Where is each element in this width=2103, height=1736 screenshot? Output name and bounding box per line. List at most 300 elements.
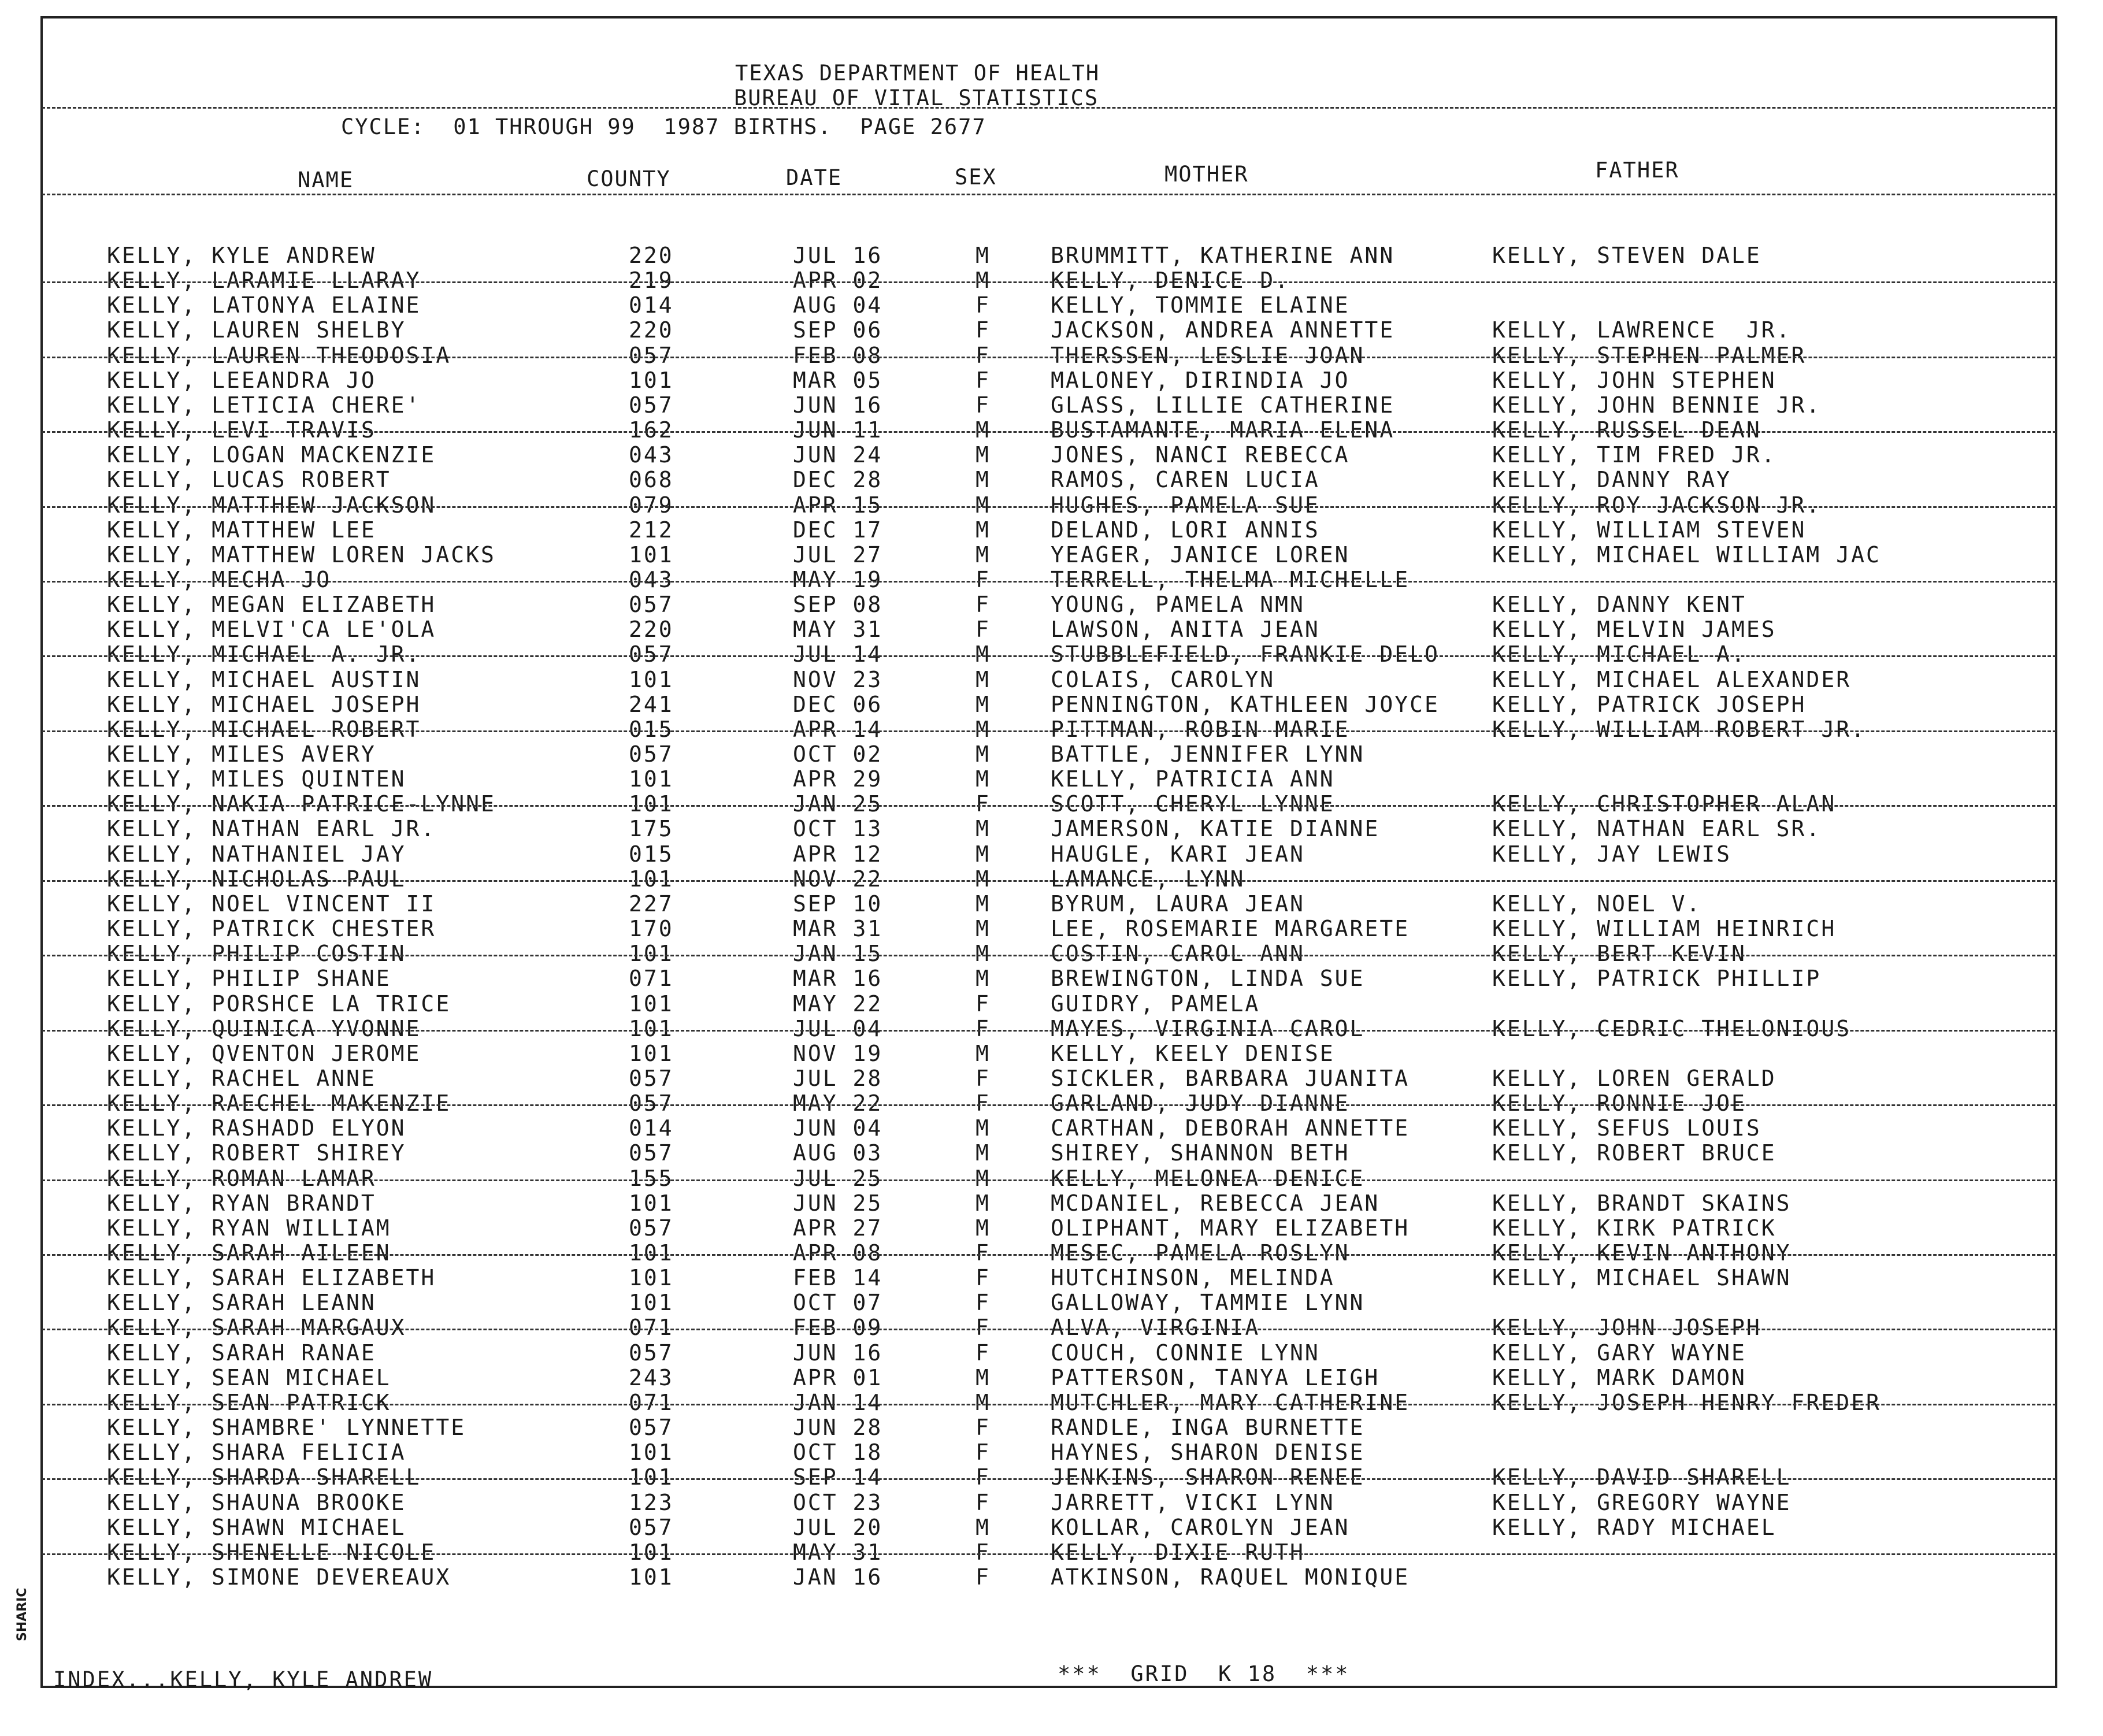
county-cell: 243	[629, 1365, 674, 1390]
father-cell: KELLY, PATRICK PHILLIP	[1492, 966, 1822, 991]
row-separator	[42, 955, 2056, 956]
name-cell: KELLY, MECHA JO	[107, 567, 332, 592]
date-cell: FEB 08	[793, 343, 883, 368]
mother-cell: JARRETT, VICKI LYNN	[1051, 1490, 1335, 1515]
date-cell: OCT 13	[793, 816, 883, 841]
mother-cell: RAMOS, CAREN LUCIA	[1051, 467, 1320, 492]
sex-cell: F	[976, 343, 991, 368]
name-cell: KELLY, LAUREN SHELBY	[107, 317, 406, 343]
name-cell: KELLY, LUCAS ROBERT	[107, 467, 391, 492]
mother-cell: YOUNG, PAMELA NMN	[1051, 592, 1305, 617]
county-cell: 101	[629, 1440, 674, 1465]
father-cell: KELLY, MELVIN JAMES	[1492, 617, 1776, 642]
mother-cell: HUGHES, PAMELA SUE	[1051, 492, 1320, 518]
county-cell: 057	[629, 1340, 674, 1366]
county-cell: 101	[629, 941, 674, 966]
date-cell: MAY 31	[793, 1540, 883, 1565]
table-row	[0, 841, 2103, 867]
table-row	[0, 392, 2103, 418]
table-row	[0, 741, 2103, 767]
date-cell: JUN 28	[793, 1415, 883, 1440]
name-cell: KELLY, SARAH MARGAUX	[107, 1315, 406, 1340]
table-row	[0, 592, 2103, 617]
table-row	[0, 1315, 2103, 1340]
date-cell: FEB 09	[793, 1315, 883, 1340]
father-cell: KELLY, MICHAEL A.	[1492, 641, 1746, 667]
name-cell: KELLY, LEVI TRAVIS	[107, 417, 376, 443]
county-cell: 101	[629, 368, 674, 393]
county-cell: 101	[629, 1564, 674, 1590]
column-header-date: DATE	[786, 165, 843, 190]
row-separator	[42, 281, 2056, 283]
mother-cell: TERRELL, THELMA MICHELLE	[1051, 567, 1410, 592]
father-cell: KELLY, JOHN BENNIE JR.	[1492, 392, 1822, 418]
name-cell: KELLY, SHAWN MICHAEL	[107, 1515, 406, 1540]
sex-cell: M	[976, 692, 991, 717]
date-cell: JUL 16	[793, 243, 883, 268]
mother-cell: BREWINGTON, LINDA SUE	[1051, 966, 1365, 991]
county-cell: 071	[629, 1390, 674, 1415]
sex-cell: M	[976, 1190, 991, 1216]
table-row	[0, 891, 2103, 917]
name-cell: KELLY, MILES QUINTEN	[107, 766, 406, 792]
date-cell: JAN 16	[793, 1564, 883, 1590]
mother-cell: HAUGLE, KARI JEAN	[1051, 841, 1305, 867]
county-cell: 101	[629, 542, 674, 567]
row-separator	[42, 357, 2056, 358]
name-cell: KELLY, SHARDA SHARELL	[107, 1464, 421, 1490]
mother-cell: ALVA, VIRGINIA	[1051, 1315, 1260, 1340]
date-cell: JUN 24	[793, 442, 883, 468]
county-cell: 057	[629, 1090, 674, 1116]
date-cell: JAN 14	[793, 1390, 883, 1415]
row-separator	[42, 581, 2056, 583]
mother-cell: COLAIS, CAROLYN	[1051, 667, 1275, 692]
column-header-county: COUNTY	[587, 166, 671, 191]
county-cell: 057	[629, 641, 674, 667]
mother-cell: MCDANIEL, REBECCA JEAN	[1051, 1190, 1380, 1216]
father-cell: KELLY, MICHAEL ALEXANDER	[1492, 667, 1852, 692]
mother-cell: MAYES, VIRGINIA CAROL	[1051, 1016, 1365, 1041]
county-cell: 101	[629, 1540, 674, 1565]
father-cell: KELLY, BRANDT SKAINS	[1492, 1190, 1792, 1216]
name-cell: KELLY, SHARA FELICIA	[107, 1440, 406, 1465]
county-cell: 057	[629, 1215, 674, 1241]
mother-cell: KELLY, PATRICIA ANN	[1051, 766, 1335, 792]
sex-cell: F	[976, 617, 991, 642]
table-row	[0, 368, 2103, 393]
sex-cell: M	[976, 467, 991, 492]
mother-cell: PITTMAN, ROBIN MARIE	[1051, 717, 1350, 742]
mother-cell: OLIPHANT, MARY ELIZABETH	[1051, 1215, 1410, 1241]
county-cell: 057	[629, 392, 674, 418]
sex-cell: F	[976, 292, 991, 318]
table-row	[0, 1041, 2103, 1066]
sex-cell: F	[976, 1440, 991, 1465]
name-cell: KELLY, NOEL VINCENT II	[107, 891, 436, 917]
mother-cell: LEE, ROSEMARIE MARGARETE	[1051, 916, 1410, 941]
father-cell: KELLY, WILLIAM STEVEN	[1492, 517, 1807, 543]
header-bureau: BUREAU OF VITAL STATISTICS	[734, 86, 1099, 110]
date-cell: MAR 31	[793, 916, 883, 941]
name-cell: KELLY, RYAN WILLIAM	[107, 1215, 391, 1241]
name-cell: KELLY, LATONYA ELAINE	[107, 292, 421, 318]
date-cell: JUL 28	[793, 1066, 883, 1091]
county-cell: 101	[629, 1240, 674, 1266]
date-cell: APR 14	[793, 717, 883, 742]
name-cell: KELLY, QVENTON JEROME	[107, 1041, 421, 1066]
county-cell: 071	[629, 1315, 674, 1340]
sex-cell: F	[976, 1265, 991, 1290]
county-cell: 101	[629, 791, 674, 817]
mother-cell: JONES, NANCI REBECCA	[1051, 442, 1350, 468]
name-cell: KELLY, NATHANIEL JAY	[107, 841, 406, 867]
sex-cell: M	[976, 492, 991, 518]
mother-cell: JAMERSON, KATIE DIANNE	[1051, 816, 1380, 841]
sex-cell: F	[976, 1290, 991, 1315]
header-cycle: CYCLE: 01 THROUGH 99 1987 BIRTHS. PAGE 2677	[341, 114, 986, 139]
county-cell: 014	[629, 292, 674, 318]
father-cell: KELLY, CHRISTOPHER ALAN	[1492, 791, 1837, 817]
name-cell: KELLY, SIMONE DEVEREAUX	[107, 1564, 451, 1590]
name-cell: KELLY, SHENELLE NICOLE	[107, 1540, 436, 1565]
name-cell: KELLY, LAUREN THEODOSIA	[107, 343, 451, 368]
father-cell: KELLY, RONNIE JOE	[1492, 1090, 1746, 1116]
row-separator	[42, 655, 2056, 657]
name-cell: KELLY, MICHAEL JOSEPH	[107, 692, 421, 717]
date-cell: APR 29	[793, 766, 883, 792]
mother-cell: JACKSON, ANDREA ANNETTE	[1051, 317, 1395, 343]
father-cell: KELLY, LOREN GERALD	[1492, 1066, 1776, 1091]
father-cell: KELLY, ROBERT BRUCE	[1492, 1140, 1776, 1166]
table-row	[0, 991, 2103, 1017]
date-cell: APR 12	[793, 841, 883, 867]
father-cell: KELLY, ROY JACKSON JR.	[1492, 492, 1822, 518]
county-cell: 057	[629, 592, 674, 617]
date-cell: JUL 25	[793, 1166, 883, 1191]
county-cell: 057	[629, 741, 674, 767]
father-cell: KELLY, RUSSEL DEAN	[1492, 417, 1761, 443]
county-cell: 079	[629, 492, 674, 518]
table-row	[0, 317, 2103, 343]
table-row	[0, 1140, 2103, 1166]
table-row	[0, 268, 2103, 293]
table-row	[0, 442, 2103, 468]
table-row	[0, 667, 2103, 692]
county-cell: 101	[629, 667, 674, 692]
table-row	[0, 1090, 2103, 1116]
mother-cell: COSTIN, CAROL ANN	[1051, 941, 1305, 966]
date-cell: OCT 23	[793, 1490, 883, 1515]
name-cell: KELLY, ROMAN LAMAR	[107, 1166, 376, 1191]
county-cell: 155	[629, 1166, 674, 1191]
date-cell: MAY 22	[793, 991, 883, 1017]
sex-cell: F	[976, 592, 991, 617]
date-cell: NOV 23	[793, 667, 883, 692]
sex-cell: M	[976, 841, 991, 867]
father-cell: KELLY, MARK DAMON	[1492, 1365, 1746, 1390]
father-cell: KELLY, JOSEPH HENRY FREDER	[1492, 1390, 1881, 1415]
row-separator	[42, 880, 2056, 882]
name-cell: KELLY, RACHEL ANNE	[107, 1066, 376, 1091]
date-cell: NOV 22	[793, 866, 883, 892]
row-separator	[42, 431, 2056, 433]
date-cell: MAR 16	[793, 966, 883, 991]
table-row	[0, 1515, 2103, 1540]
name-cell: KELLY, MEGAN ELIZABETH	[107, 592, 436, 617]
date-cell: SEP 08	[793, 592, 883, 617]
county-cell: 071	[629, 966, 674, 991]
sex-cell: M	[976, 717, 991, 742]
column-header-mother: MOTHER	[1164, 162, 1249, 187]
date-cell: SEP 10	[793, 891, 883, 917]
sex-cell: F	[976, 791, 991, 817]
table-row	[0, 1166, 2103, 1191]
mother-cell: JENKINS, SHARON RENEE	[1051, 1464, 1365, 1490]
sex-cell: M	[976, 1390, 991, 1415]
name-cell: KELLY, SHAMBRE' LYNNETTE	[107, 1415, 466, 1440]
table-row	[0, 243, 2103, 268]
name-cell: KELLY, QUINICA YVONNE	[107, 1016, 421, 1041]
table-row	[0, 1265, 2103, 1290]
county-cell: 175	[629, 816, 674, 841]
mother-cell: YEAGER, JANICE LOREN	[1051, 542, 1350, 567]
date-cell: MAR 05	[793, 368, 883, 393]
sex-cell: M	[976, 641, 991, 667]
mother-cell: SHIREY, SHANNON BETH	[1051, 1140, 1350, 1166]
father-cell: KELLY, NATHAN EARL SR.	[1492, 816, 1822, 841]
father-cell: KELLY, SEFUS LOUIS	[1492, 1115, 1761, 1141]
sex-cell: M	[976, 517, 991, 543]
mother-cell: BYRUM, LAURA JEAN	[1051, 891, 1305, 917]
mother-cell: RANDLE, INGA BURNETTE	[1051, 1415, 1365, 1440]
sex-cell: F	[976, 1464, 991, 1490]
sex-cell: F	[976, 1564, 991, 1590]
table-row	[0, 692, 2103, 717]
sex-cell: M	[976, 1515, 991, 1540]
county-cell: 101	[629, 1190, 674, 1216]
date-cell: JUL 14	[793, 641, 883, 667]
mother-cell: SCOTT, CHERYL LYNNE	[1051, 791, 1335, 817]
sex-cell: M	[976, 1140, 991, 1166]
table-row	[0, 1415, 2103, 1440]
name-cell: KELLY, NICHOLAS PAUL	[107, 866, 406, 892]
mother-cell: HUTCHINSON, MELINDA	[1051, 1265, 1335, 1290]
date-cell: DEC 17	[793, 517, 883, 543]
name-cell: KELLY, MILES AVERY	[107, 741, 376, 767]
sex-cell: M	[976, 1215, 991, 1241]
table-row	[0, 1290, 2103, 1315]
index-label: INDEX...KELLY, KYLE ANDREW	[53, 1667, 433, 1692]
row-separator	[42, 1179, 2056, 1181]
sex-cell: F	[976, 1240, 991, 1266]
date-cell: JAN 15	[793, 941, 883, 966]
father-cell: KELLY, RADY MICHAEL	[1492, 1515, 1776, 1540]
sex-cell: M	[976, 891, 991, 917]
mother-cell: MESEC, PAMELA ROSLYN	[1051, 1240, 1350, 1266]
sex-cell: M	[976, 542, 991, 567]
father-cell: KELLY, MICHAEL SHAWN	[1492, 1265, 1792, 1290]
table-row	[0, 467, 2103, 492]
county-cell: 241	[629, 692, 674, 717]
table-row	[0, 1464, 2103, 1490]
date-cell: OCT 07	[793, 1290, 883, 1315]
table-row	[0, 1190, 2103, 1216]
date-cell: JUL 27	[793, 542, 883, 567]
name-cell: KELLY, MICHAEL AUSTIN	[107, 667, 421, 692]
date-cell: JUL 20	[793, 1515, 883, 1540]
date-cell: APR 15	[793, 492, 883, 518]
mother-cell: GALLOWAY, TAMMIE LYNN	[1051, 1290, 1365, 1315]
date-cell: APR 01	[793, 1365, 883, 1390]
column-header-sex: SEX	[955, 165, 997, 190]
name-cell: KELLY, MATTHEW LEE	[107, 517, 376, 543]
sex-cell: M	[976, 243, 991, 268]
county-cell: 057	[629, 1415, 674, 1440]
county-cell: 057	[629, 1140, 674, 1166]
name-cell: KELLY, MELVI'CA LE'OLA	[107, 617, 436, 642]
name-cell: KELLY, SARAH RANAE	[107, 1340, 376, 1366]
side-label: SHARIC	[15, 1587, 29, 1641]
date-cell: JUN 25	[793, 1190, 883, 1216]
county-cell: 101	[629, 766, 674, 792]
county-cell: 227	[629, 891, 674, 917]
name-cell: KELLY, MATTHEW LOREN JACKS	[107, 542, 496, 567]
father-cell: KELLY, STEVEN DALE	[1492, 243, 1761, 268]
county-cell: 123	[629, 1490, 674, 1515]
county-cell: 101	[629, 1016, 674, 1041]
row-separator	[42, 1404, 2056, 1405]
table-row	[0, 641, 2103, 667]
name-cell: KELLY, RASHADD ELYON	[107, 1115, 406, 1141]
row-separator	[42, 1553, 2056, 1555]
name-cell: KELLY, PATRICK CHESTER	[107, 916, 436, 941]
name-cell: KELLY, LARAMIE LLARAY	[107, 268, 421, 293]
row-separator	[42, 1329, 2056, 1330]
mother-cell: GLASS, LILLIE CATHERINE	[1051, 392, 1395, 418]
father-cell: KELLY, CEDRIC THELONIOUS	[1492, 1016, 1852, 1041]
date-cell: APR 27	[793, 1215, 883, 1241]
table-row	[0, 1365, 2103, 1390]
header-rule-top	[42, 107, 2056, 109]
mother-cell: DELAND, LORI ANNIS	[1051, 517, 1320, 543]
father-cell: KELLY, TIM FRED JR.	[1492, 442, 1776, 468]
row-separator	[42, 1104, 2056, 1106]
table-row	[0, 417, 2103, 443]
father-cell: KELLY, PATRICK JOSEPH	[1492, 692, 1807, 717]
row-separator	[42, 1254, 2056, 1256]
mother-cell: BUSTAMANTE, MARIA ELENA	[1051, 417, 1395, 443]
table-row	[0, 567, 2103, 592]
name-cell: KELLY, PHILIP COSTIN	[107, 941, 406, 966]
father-cell: KELLY, GARY WAYNE	[1492, 1340, 1746, 1366]
sex-cell: F	[976, 317, 991, 343]
sex-cell: M	[976, 1365, 991, 1390]
table-row	[0, 866, 2103, 892]
mother-cell: PENNINGTON, KATHLEEN JOYCE	[1051, 692, 1440, 717]
county-cell: 170	[629, 916, 674, 941]
date-cell: FEB 14	[793, 1265, 883, 1290]
name-cell: KELLY, SEAN MICHAEL	[107, 1365, 391, 1390]
name-cell: KELLY, RYAN BRANDT	[107, 1190, 376, 1216]
header-rule-bottom	[42, 194, 2056, 195]
name-cell: KELLY, PHILIP SHANE	[107, 966, 391, 991]
date-cell: MAY 22	[793, 1090, 883, 1116]
table-row	[0, 717, 2103, 742]
father-cell: KELLY, WILLIAM ROBERT JR.	[1492, 717, 1866, 742]
father-cell: KELLY, KEVIN ANTHONY	[1492, 1240, 1792, 1266]
date-cell: MAY 19	[793, 567, 883, 592]
father-cell: KELLY, GREGORY WAYNE	[1492, 1490, 1792, 1515]
table-row	[0, 766, 2103, 792]
name-cell: KELLY, RAECHEL MAKENZIE	[107, 1090, 451, 1116]
sex-cell: M	[976, 916, 991, 941]
mother-cell: ATKINSON, RAQUEL MONIQUE	[1051, 1564, 1410, 1590]
mother-cell: MUTCHLER, MARY CATHERINE	[1051, 1390, 1410, 1415]
table-row	[0, 916, 2103, 941]
grid-label: *** GRID K 18 ***	[1058, 1661, 1350, 1686]
table-row	[0, 1016, 2103, 1041]
sex-cell: F	[976, 1315, 991, 1340]
row-separator	[42, 1478, 2056, 1480]
name-cell: KELLY, LEEANDRA JO	[107, 368, 376, 393]
sex-cell: F	[976, 1066, 991, 1091]
date-cell: AUG 03	[793, 1140, 883, 1166]
table-row	[0, 1066, 2103, 1091]
father-cell: KELLY, NOEL V.	[1492, 891, 1702, 917]
table-row	[0, 542, 2103, 567]
county-cell: 015	[629, 841, 674, 867]
mother-cell: SICKLER, BARBARA JUANITA	[1051, 1066, 1410, 1091]
sex-cell: M	[976, 417, 991, 443]
county-cell: 219	[629, 268, 674, 293]
county-cell: 212	[629, 517, 674, 543]
column-header-father: FATHER	[1595, 158, 1679, 183]
mother-cell: STUBBLEFIELD, FRANKIE DELO	[1051, 641, 1440, 667]
date-cell: AUG 04	[793, 292, 883, 318]
county-cell: 162	[629, 417, 674, 443]
sex-cell: F	[976, 1490, 991, 1515]
name-cell: KELLY, KYLE ANDREW	[107, 243, 376, 268]
date-cell: OCT 02	[793, 741, 883, 767]
sex-cell: M	[976, 941, 991, 966]
county-cell: 101	[629, 1041, 674, 1066]
sex-cell: F	[976, 1340, 991, 1366]
mother-cell: LAWSON, ANITA JEAN	[1051, 617, 1320, 642]
father-cell: KELLY, KIRK PATRICK	[1492, 1215, 1776, 1241]
mother-cell: GUIDRY, PAMELA	[1051, 991, 1260, 1017]
name-cell: KELLY, SARAH LEANN	[107, 1290, 376, 1315]
date-cell: SEP 06	[793, 317, 883, 343]
column-header-name: NAME	[298, 168, 354, 192]
father-cell: KELLY, JOHN JOSEPH	[1492, 1315, 1761, 1340]
sex-cell: M	[976, 766, 991, 792]
name-cell: KELLY, SARAH ELIZABETH	[107, 1265, 436, 1290]
father-cell: KELLY, DANNY KENT	[1492, 592, 1746, 617]
date-cell: MAY 31	[793, 617, 883, 642]
sex-cell: F	[976, 1540, 991, 1565]
mother-cell: KELLY, MELONEA DENICE	[1051, 1166, 1365, 1191]
sex-cell: F	[976, 392, 991, 418]
county-cell: 101	[629, 1464, 674, 1490]
table-row	[0, 816, 2103, 841]
table-row	[0, 966, 2103, 991]
county-cell: 220	[629, 243, 674, 268]
sex-cell: M	[976, 866, 991, 892]
county-cell: 015	[629, 717, 674, 742]
table-row	[0, 1540, 2103, 1565]
county-cell: 101	[629, 991, 674, 1017]
